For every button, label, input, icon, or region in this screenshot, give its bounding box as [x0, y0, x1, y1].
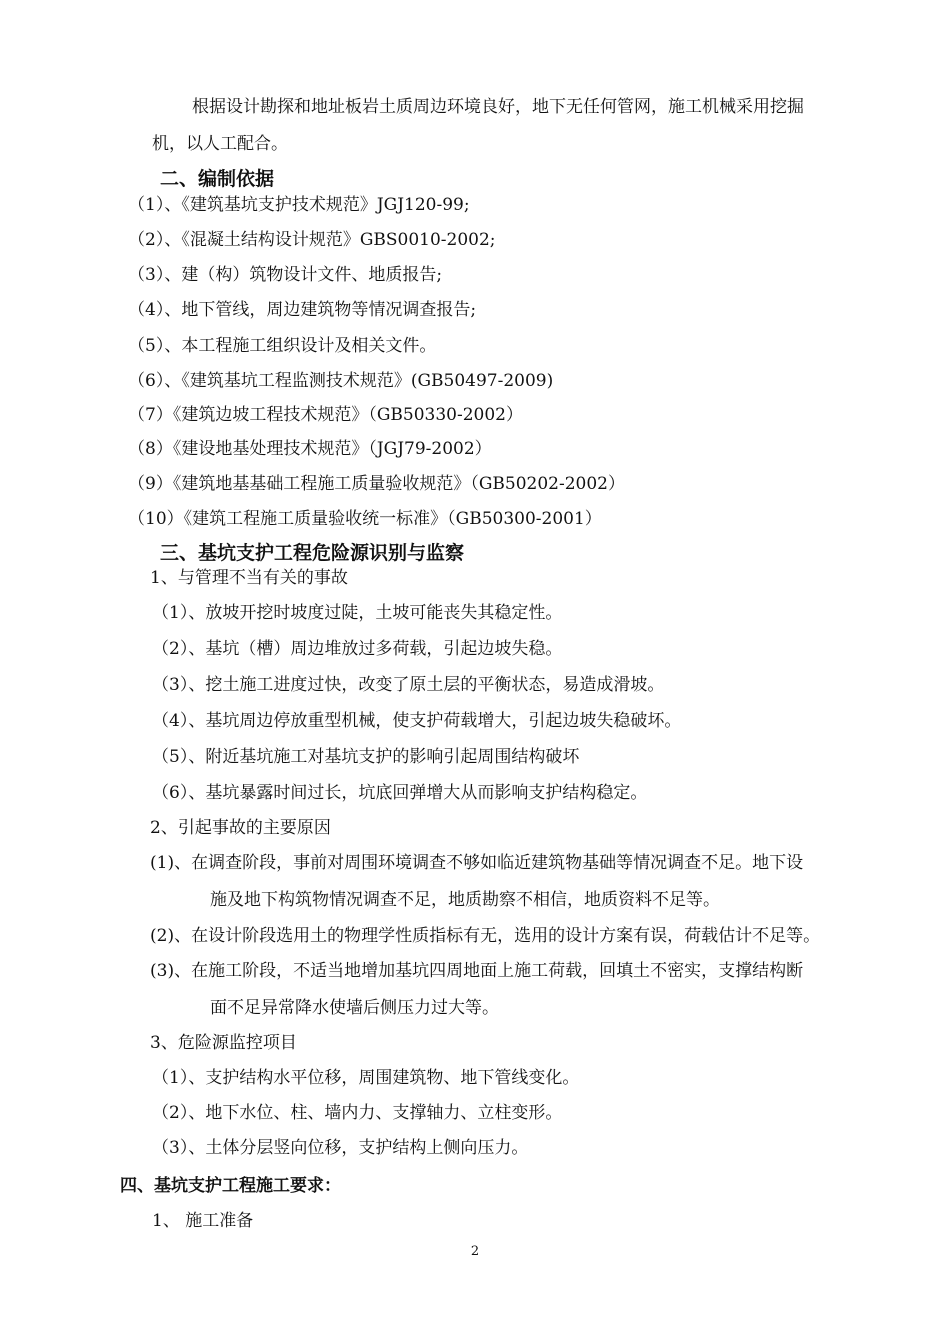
accident-item: （3）、挖土施工进度过快，改变了原土层的平衡状态，易造成滑坡。	[152, 675, 665, 695]
accident-item: （5）、附近基坑施工对基坑支护的影响引起周围结构破坏	[152, 747, 580, 767]
monitor-item: （1）、支护结构水平位移，周围建筑物、地下管线变化。	[152, 1068, 580, 1088]
accident-item: （2）、基坑（槽）周边堆放过多荷载，引起边坡失稳。	[152, 639, 563, 659]
cause-item-1-line-2: 施及地下构筑物情况调查不足，地质勘察不相信，地质资料不足等。	[210, 890, 720, 910]
cause-item-2: (2)、在设计阶段选用土的物理学性质指标有无，选用的设计方案有误，荷载估计不足等。	[150, 926, 821, 946]
section-3-title: 三、基坑支护工程危险源识别与监察	[160, 542, 465, 564]
cause-item-1-line-1: (1)、在调查阶段，事前对周围环境调查不够如临近建筑物基础等情况调查不足。地下设	[150, 853, 804, 873]
basis-item: （2）、《混凝土结构设计规范》GBS0010-2002;	[128, 230, 496, 250]
subsection-title: 2、引起事故的主要原因	[150, 818, 331, 838]
accident-item: （6）、基坑暴露时间过长，坑底回弹增大从而影响支护结构稳定。	[152, 783, 648, 803]
basis-item: （6）、《建筑基坑工程监测技术规范》(GB50497-2009)	[128, 371, 554, 391]
basis-item: （10）《建筑工程施工质量验收统一标准》（GB50300-2001）	[128, 509, 602, 529]
accident-item: （1）、放坡开挖时坡度过陡，土坡可能丧失其稳定性。	[152, 603, 563, 623]
basis-item: （1）、《建筑基坑支护技术规范》JGJ120-99;	[128, 195, 470, 215]
intro-line-2: 机，以人工配合。	[152, 134, 288, 154]
basis-item: （3）、建（构）筑物设计文件、地质报告;	[128, 265, 443, 285]
basis-item: （5）、本工程施工组织设计及相关文件。	[128, 336, 437, 356]
monitor-item: （3）、土体分层竖向位移，支护结构上侧向压力。	[152, 1138, 529, 1158]
accident-item: （4）、基坑周边停放重型机械，使支护荷载增大，引起边坡失稳破坏。	[152, 711, 682, 731]
basis-item: （7）《建筑边坡工程技术规范》（GB50330-2002）	[128, 405, 523, 425]
section-2-title: 二、编制依据	[160, 168, 275, 190]
cause-item-3-line-2: 面不足异常降水使墙后侧压力过大等。	[210, 998, 499, 1018]
basis-item: （4）、地下管线，周边建筑物等情况调查报告;	[128, 300, 477, 320]
page-number: 2	[470, 1244, 480, 1259]
subsection-title: 3、危险源监控项目	[150, 1033, 297, 1053]
intro-line-1: 根据设计勘探和地址板岩土质周边环境良好，地下无任何管网，施工机械采用挖掘	[192, 97, 804, 117]
subsection-title: 1、 施工准备	[152, 1211, 254, 1231]
section-4-title: 四、基坑支护工程施工要求：	[120, 1176, 341, 1196]
cause-item-3-line-1: (3)、在施工阶段，不适当地增加基坑四周地面上施工荷载，回填土不密实，支撑结构断	[150, 961, 804, 981]
monitor-item: （2）、地下水位、柱、墙内力、支撑轴力、立柱变形。	[152, 1103, 563, 1123]
subsection-title: 1、与管理不当有关的事故	[150, 568, 348, 588]
basis-item: （8）《建设地基处理技术规范》（JGJ79-2002）	[128, 439, 492, 459]
basis-item: （9）《建筑地基基础工程施工质量验收规范》（GB50202-2002）	[128, 474, 625, 494]
